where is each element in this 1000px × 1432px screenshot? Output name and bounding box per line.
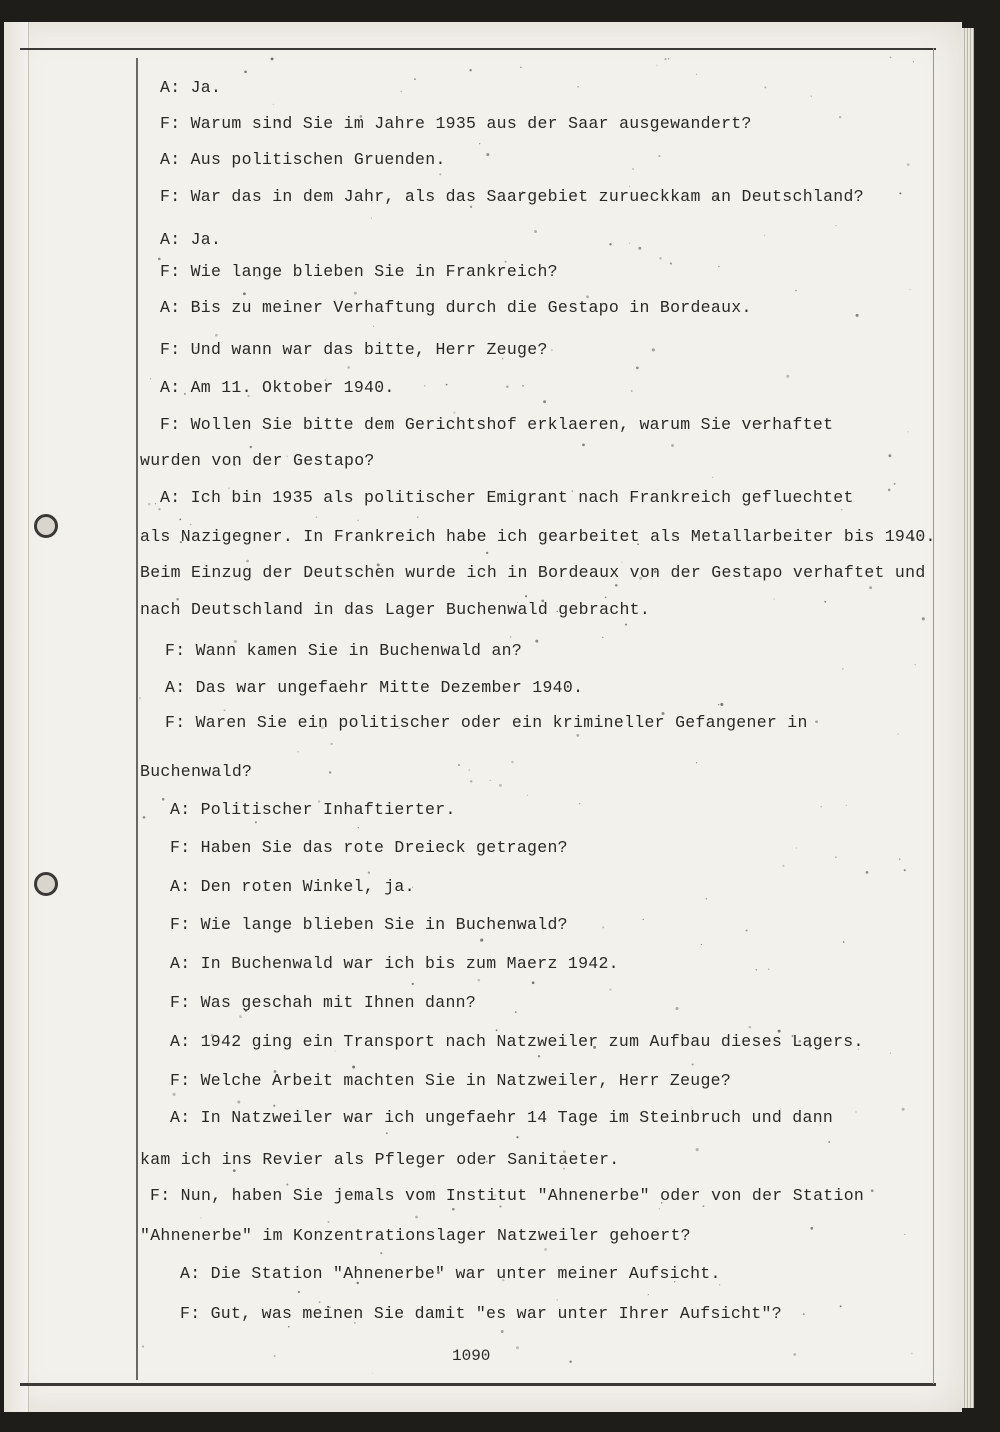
scan-speckle: [632, 168, 634, 170]
scan-speckle: [642, 919, 643, 920]
scan-speckle: [843, 941, 845, 943]
scan-speckle: [652, 348, 655, 351]
scan-speckle: [516, 1346, 519, 1349]
transcript-line: F: Und wann war das bitte, Herr Zeuge?: [160, 340, 548, 359]
scan-speckle: [671, 444, 674, 447]
scan-speckle: [331, 743, 333, 745]
scan-speckle: [412, 983, 414, 985]
scan-speckle: [764, 86, 766, 88]
scan-speckle: [648, 1294, 649, 1295]
scan-speckle: [890, 1052, 891, 1053]
scan-speckle: [288, 1326, 290, 1328]
scan-speckle: [417, 517, 418, 518]
scan-speckle: [470, 206, 472, 208]
scan-speckle: [499, 1205, 501, 1207]
scan-speckle: [380, 1252, 382, 1254]
transcript-line: nach Deutschland in das Lager Buchenwald gebracht.: [140, 600, 651, 619]
transcript-line: als Nazigegner. In Frankreich habe ich gearbeitet als Metallarbeiter bis 1940.: [140, 527, 936, 546]
scan-speckle: [237, 1101, 240, 1104]
transcript-line: F: Wollen Sie bitte dem Gerichtshof erklaeren, warum Sie verhaftet: [160, 415, 834, 434]
scan-speckle: [701, 944, 702, 945]
scan-speckle: [579, 803, 580, 804]
scan-speckle: [796, 847, 797, 848]
scan-speckle: [511, 761, 513, 763]
scan-speckle: [327, 1221, 329, 1223]
scan-speckle: [835, 225, 836, 226]
transcript-line: A: Den roten Winkel, ja.: [170, 877, 415, 896]
scan-speckle: [866, 871, 869, 874]
scan-speckle: [749, 1026, 752, 1029]
scan-speckle: [469, 69, 471, 71]
scan-speckle: [824, 601, 826, 603]
transcript-line: F: Wie lange blieben Sie in Buchenwald?: [170, 915, 568, 934]
scan-speckle: [250, 446, 252, 448]
scan-speckle: [835, 856, 836, 857]
scan-speckle: [899, 192, 901, 194]
scan-speckle: [871, 1189, 874, 1192]
scan-speckle: [534, 230, 537, 233]
scan-speckle: [840, 1305, 842, 1307]
scan-speckle: [515, 1011, 517, 1013]
scan-speckle: [703, 1205, 705, 1207]
scan-speckle: [415, 1216, 418, 1219]
scan-speckle: [768, 968, 769, 969]
scan-speckle: [200, 1217, 201, 1218]
scan-speckle: [479, 143, 480, 144]
scan-speckle: [638, 247, 641, 250]
scan-speckle: [496, 1029, 498, 1031]
transcript-line: A: Das war ungefaehr Mitte Dezember 1940.: [165, 678, 584, 697]
scan-speckle: [274, 1355, 276, 1357]
scan-speckle: [890, 57, 892, 59]
scan-speckle: [352, 1066, 355, 1069]
scan-speckle: [719, 1284, 720, 1285]
scan-speckle: [569, 1361, 571, 1363]
scan-speckle: [538, 1055, 540, 1057]
scan-speckle: [243, 292, 246, 295]
scan-speckle: [148, 503, 151, 506]
scan-speckle: [706, 898, 708, 900]
scan-speckle: [820, 806, 822, 808]
scan-speckle: [224, 709, 226, 711]
scan-speckle: [636, 367, 639, 370]
scan-speckle: [712, 477, 713, 478]
scan-speckle: [615, 584, 618, 587]
transcript-line: A: Die Station "Ahnenerbe" war unter meiner Aufsicht.: [180, 1264, 721, 1283]
transcript-line: A: Aus politischen Gruenden.: [160, 150, 446, 169]
scan-speckle: [756, 969, 757, 970]
scan-speckle: [629, 243, 630, 244]
scan-speckle: [532, 981, 535, 984]
scan-speckle: [668, 58, 669, 59]
scan-speckle: [658, 155, 660, 157]
transcript-line: A: Ich bin 1935 als politischer Emigrant nach Frankreich gefluechtet: [160, 488, 854, 507]
scan-speckle: [577, 86, 579, 88]
scan-speckle: [490, 780, 491, 781]
transcript-line: F: Waren Sie ein politischer oder ein krimineller Gefangener in: [165, 713, 808, 732]
scan-speckle: [869, 586, 872, 589]
scan-speckle: [452, 1208, 455, 1211]
transcript-line: F: Nun, haben Sie jemals vom Institut "Ahnenerbe" oder von der Station: [150, 1186, 865, 1205]
scan-speckle: [273, 1105, 275, 1107]
scan-speckle: [815, 720, 818, 723]
transcript-line: F: Warum sind Sie im Jahre 1935 aus der Saar ausgewandert?: [160, 114, 752, 133]
transcript-line: F: Was geschah mit Ihnen dann?: [170, 993, 477, 1012]
scan-speckle: [215, 334, 218, 337]
scan-speckle: [659, 1208, 660, 1209]
transcript-line: A: Am 11. Oktober 1940.: [160, 378, 395, 397]
scan-speckle: [902, 1108, 905, 1111]
scan-speckle: [158, 508, 160, 510]
page-number: 1090: [452, 1347, 491, 1365]
scan-speckle: [551, 349, 552, 350]
scan-speckle: [155, 503, 156, 504]
scan-speckle: [358, 827, 359, 828]
scan-speckle: [746, 929, 748, 931]
scan-speckle: [372, 1373, 373, 1374]
scan-speckle: [239, 1015, 242, 1018]
scan-speckle: [470, 780, 472, 782]
scan-speckle: [576, 734, 579, 737]
scan-speckle: [424, 385, 426, 387]
scan-speckle: [913, 61, 914, 62]
scan-speckle: [841, 509, 843, 511]
scan-speckle: [904, 869, 906, 871]
scan-speckle: [888, 454, 891, 457]
scan-speckle: [839, 116, 841, 118]
scan-speckle: [139, 697, 141, 699]
scan-speckle: [486, 552, 488, 554]
scan-speckle: [190, 524, 192, 526]
scan-speckle: [631, 390, 633, 392]
scan-speckle: [520, 67, 521, 68]
scan-speckle: [142, 1345, 144, 1347]
scan-speckle: [696, 762, 697, 763]
scan-speckle: [846, 805, 847, 806]
scan-speckle: [271, 57, 274, 60]
scan-speckle: [793, 1353, 796, 1356]
scan-speckle: [899, 858, 901, 860]
scan-speckle: [656, 65, 657, 66]
scan-speckle: [718, 704, 720, 706]
scan-speckle: [458, 764, 460, 766]
transcript-line: F: Haben Sie das rote Dreieck getragen?: [170, 838, 568, 857]
transcript-line: A: Ja.: [160, 230, 222, 249]
scan-speckle: [888, 489, 891, 492]
transcript-line: F: Wie lange blieben Sie in Frankreich?: [160, 262, 558, 281]
transcript-line: kam ich ins Revier als Pfleger oder Sanitaeter.: [140, 1150, 620, 1169]
scan-speckle: [692, 1063, 694, 1065]
scan-speckle: [179, 519, 181, 521]
scan-speckle: [446, 384, 448, 386]
scan-speckle: [297, 751, 299, 753]
scan-speckle: [298, 1291, 300, 1293]
scan-speckle: [795, 290, 797, 292]
scan-speckle: [625, 624, 627, 626]
scan-speckle: [368, 872, 370, 874]
scan-speckle: [720, 703, 723, 706]
scan-speckle: [911, 1353, 913, 1355]
scan-speckle: [273, 104, 274, 105]
scan-speckle: [609, 988, 611, 990]
scan-speckle: [609, 243, 612, 246]
scan-speckle: [357, 520, 359, 522]
scan-speckle: [909, 289, 910, 290]
transcript-line: A: In Natzweiler war ich ungefaehr 14 Tage im Steinbruch und dann: [170, 1108, 834, 1127]
scan-speckle: [414, 78, 416, 80]
transcript-line: A: Bis zu meiner Verhaftung durch die Gestapo in Bordeaux.: [160, 298, 752, 317]
scan-speckle: [659, 257, 661, 259]
scan-speckle: [904, 1234, 906, 1236]
transcript-line: A: 1942 ging ein Transport nach Natzweiler zum Aufbau dieses Lagers.: [170, 1032, 864, 1051]
scan-speckle: [915, 664, 916, 665]
scan-speckle: [764, 235, 765, 236]
scan-speckle: [922, 617, 925, 620]
transcript-line: A: In Buchenwald war ich bis zum Maerz 1942.: [170, 954, 619, 973]
scan-speckle: [718, 266, 719, 267]
scan-speckle: [810, 1227, 813, 1230]
scan-speckle: [246, 560, 249, 563]
scan-speckle: [602, 926, 604, 928]
scan-speckle: [373, 326, 374, 327]
scan-speckle: [535, 640, 538, 643]
scan-speckle: [670, 262, 672, 264]
scan-speckle: [675, 1007, 678, 1010]
scan-speckle: [557, 1299, 558, 1300]
scan-speckle: [499, 784, 502, 787]
scan-speckle: [516, 1136, 518, 1138]
transcript-line: Beim Einzug der Deutschen wurde ich in Bordeaux von der Gestapo verhaftet und: [140, 563, 926, 582]
transcript-line: F: Wann kamen Sie in Buchenwald an?: [165, 641, 523, 660]
scan-speckle: [347, 366, 350, 369]
transcript-line: A: Politischer Inhaftierter.: [170, 800, 456, 819]
scan-speckle: [506, 385, 509, 388]
scan-speckle: [371, 218, 372, 219]
scan-speckle: [894, 483, 896, 485]
transcript-line: wurden von der Gestapo?: [140, 451, 375, 470]
transcript-line: A: Ja.: [160, 78, 222, 97]
scan-speckle: [486, 153, 489, 156]
scan-speckle: [543, 400, 546, 403]
scan-speckle: [150, 378, 151, 379]
scan-speckle: [469, 769, 471, 771]
scan-speckle: [453, 411, 455, 413]
scan-speckle: [897, 734, 898, 735]
scan-speckle: [908, 431, 909, 432]
scan-speckle: [386, 1132, 388, 1134]
scan-speckle: [544, 1248, 547, 1251]
scan-speckle: [233, 1169, 236, 1172]
scan-speckle: [811, 96, 812, 97]
transcript-line: Buchenwald?: [140, 762, 253, 781]
scan-speckle: [510, 636, 512, 638]
scan-speckle: [501, 1330, 504, 1333]
scan-speckle: [842, 668, 844, 670]
scan-speckle: [527, 795, 528, 796]
scan-speckle: [696, 1148, 699, 1151]
scan-speckle: [477, 979, 480, 982]
scan-speckle: [158, 258, 161, 261]
scan-speckle: [173, 1093, 176, 1096]
transcript-line: F: War das in dem Jahr, als das Saargebiet zurueckkam an Deutschland?: [160, 187, 864, 206]
scan-speckle: [143, 816, 146, 819]
scan-speckle: [522, 385, 524, 387]
scan-speckle: [605, 596, 607, 598]
scan-speckle: [439, 173, 441, 175]
transcript-line: "Ahnenerbe" im Konzentrationslager Natzweiler gehoert?: [140, 1226, 691, 1245]
scan-speckle: [907, 163, 910, 166]
scan-speckle: [525, 595, 527, 597]
scan-speckle: [401, 91, 402, 92]
scan-speckle: [774, 598, 775, 599]
scan-speckle: [828, 1141, 830, 1143]
transcript-line: F: Welche Arbeit machten Sie in Natzweiler, Herr Zeuge?: [170, 1071, 732, 1090]
transcript-line: F: Gut, was meinen Sie damit "es war unter Ihrer Aufsicht"?: [180, 1304, 782, 1323]
scan-speckle: [255, 821, 257, 823]
scan-speckle: [696, 74, 697, 75]
scan-speckle: [782, 865, 784, 867]
scan-speckle: [480, 939, 483, 942]
scan-speckle: [244, 70, 247, 73]
scan-speckle: [319, 1301, 321, 1303]
scan-speckle: [803, 1313, 805, 1315]
scan-speckle: [162, 798, 165, 801]
scan-speckle: [856, 314, 859, 317]
scan-speckle: [602, 637, 603, 638]
scan-speckle: [329, 771, 331, 773]
scan-speckle: [855, 1111, 856, 1112]
scan-speckle: [582, 444, 585, 447]
scan-speckle: [786, 375, 789, 378]
scan-speckle: [354, 292, 357, 295]
scan-speckle: [316, 516, 317, 517]
scan-speckle: [664, 58, 666, 60]
